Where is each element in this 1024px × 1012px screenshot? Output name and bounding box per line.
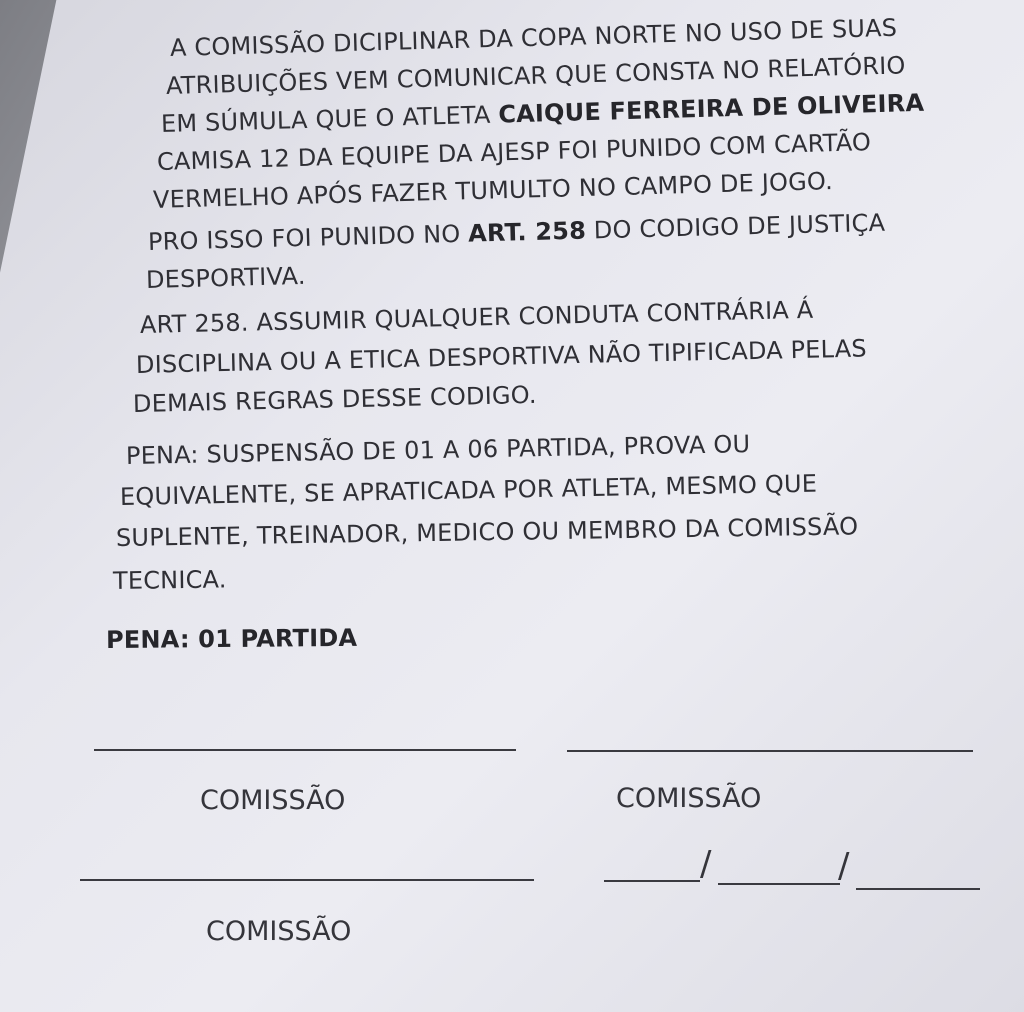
paragraph-4-line-2: EQUIVALENTE, SE APRATICADA POR ATLETA, MESMO QUE xyxy=(119,469,818,511)
paragraph-4-line-4: TECNICA. xyxy=(112,565,227,595)
date-month-blank xyxy=(718,883,840,885)
date-separator-2: / xyxy=(838,846,850,886)
athlete-name: CAIQUE FERREIRA DE OLIVEIRA xyxy=(497,88,925,129)
paragraph-4-line-1: PENA: SUSPENSÃO DE 01 A 06 PARTIDA, PROVA OU xyxy=(125,430,751,470)
paragraph-1-line-4: CAMISA 12 DA EQUIPE DA AJESP FOI PUNIDO COM CARTÃO xyxy=(156,128,872,176)
date-year-blank xyxy=(856,888,980,890)
penalty-line: PENA: 01 PARTIDA xyxy=(105,623,358,654)
paragraph-4-line-3: SUPLENTE, TREINADOR, MEDICO OU MEMBRO DA COMISSÃO xyxy=(115,512,859,552)
paragraph-2-line-1-text: PRO ISSO FOI PUNIDO NO xyxy=(147,219,469,256)
date-day-blank xyxy=(604,880,700,882)
paragraph-1-line-1: A COMISSÃO DICIPLINAR DA COPA NORTE NO USO DE SUAS xyxy=(169,13,898,62)
signature-label-3: COMISSÃO xyxy=(206,916,352,947)
signature-line-1 xyxy=(94,749,516,751)
paragraph-3-line-3: DEMAIS REGRAS DESSE CODIGO. xyxy=(132,380,538,418)
paragraph-1-line-2: ATRIBUIÇÕES VEM COMUNICAR QUE CONSTA NO RELATÓRIO xyxy=(165,51,906,100)
signature-line-2 xyxy=(567,750,973,752)
signature-line-3 xyxy=(80,879,534,881)
date-separator-1: / xyxy=(700,844,712,884)
signature-label-2: COMISSÃO xyxy=(616,783,762,814)
signature-label-1: COMISSÃO xyxy=(200,785,346,816)
paragraph-2-line-1 xyxy=(148,209,886,256)
paragraph-1-line-3-text: EM SÚMULA QUE O ATLETA xyxy=(160,100,499,138)
article-reference: ART. 258 xyxy=(467,216,587,248)
date-field xyxy=(600,846,990,896)
paragraph-3-line-2: DISCIPLINA OU A ETICA DESPORTIVA NÃO TIPIFICADA PELAS xyxy=(135,334,868,379)
paragraph-1-line-5: VERMELHO APÓS FAZER TUMULTO NO CAMPO DE JOGO. xyxy=(152,167,834,214)
paragraph-2-line-2: DESPORTIVA. xyxy=(145,261,306,294)
paragraph-3-line-1: ART 258. ASSUMIR QUALQUER CONDUTA CONTRÁRIA Á xyxy=(139,295,814,339)
paragraph-2-line-1-rest: DO CODIGO DE JUSTIÇA xyxy=(585,208,886,245)
